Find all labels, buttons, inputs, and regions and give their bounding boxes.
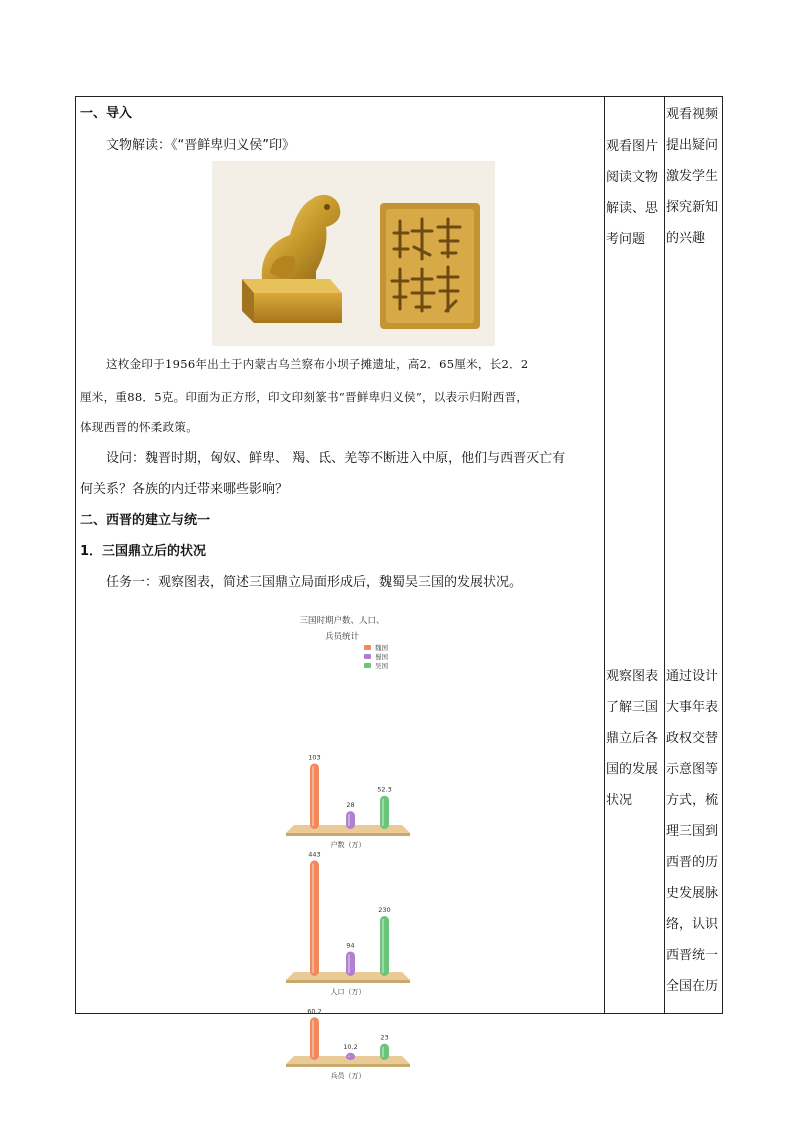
chart-bar — [380, 916, 389, 976]
chart-bar — [310, 763, 319, 829]
legend-label: 魏国 — [375, 644, 388, 652]
panel-label: 户数（万） — [330, 841, 366, 849]
three-kingdoms-chart — [280, 612, 420, 1080]
chart-bar — [346, 951, 355, 976]
chart-bar — [346, 1053, 355, 1060]
chart-bar — [380, 1044, 389, 1060]
artifact-intro: 文物解读：《“晋鲜卑归义侯”印》 — [106, 138, 295, 153]
section-heading-intro: 一、导入 — [80, 106, 133, 121]
artifact-description-line: 厘米，重88．5克。印面为正方形，印文印刻篆书“晋鲜卑归义侯”，以表示归附西晋， — [80, 390, 529, 404]
chart-bar — [310, 860, 319, 976]
chart-value-label: 10.2 — [343, 1042, 358, 1051]
chart-value-label: 103 — [308, 753, 321, 762]
legend-swatch — [364, 663, 371, 668]
chart-bar — [310, 1017, 319, 1060]
chart-value-label: 94 — [346, 941, 355, 950]
chart-title-line: 三国时期户数、人口、 — [299, 616, 385, 626]
chart-platform-edge — [286, 980, 410, 983]
chart-bar-highlight — [348, 814, 350, 826]
legend-swatch — [364, 645, 371, 650]
lesson-plan-table — [75, 96, 723, 1080]
seal-photo — [212, 161, 495, 346]
chart-bar-highlight — [382, 1047, 384, 1057]
design-intent-2: 通过设计大事年表政权交替示意图等方式，梳理三国到西晋的历史发展脉络，认识西晋统一全国在历 — [666, 669, 719, 994]
chart-bar-highlight — [312, 1020, 314, 1057]
gold-seal-image — [212, 161, 495, 346]
chart-bar-highlight — [348, 954, 350, 973]
chart-title-line: 兵员统计 — [324, 632, 360, 642]
chart-bar-highlight — [348, 1056, 350, 1057]
chart-value-label: 23 — [380, 1033, 389, 1042]
panel-label: 兵员（万） — [330, 1072, 366, 1080]
panel-label: 人口（万） — [330, 988, 366, 996]
student-activity-1: 观看图片阅读文物解读、思考问题 — [606, 139, 659, 247]
chart-value-label: 443 — [308, 850, 321, 859]
design-intent-1: 观看视频提出疑问激发学生探究新知的兴趣 — [666, 107, 719, 246]
chart-bar-highlight — [382, 799, 384, 826]
legend-label: 吴国 — [375, 662, 388, 670]
chart-platform-edge — [286, 833, 410, 836]
teaching-content-column — [76, 97, 604, 1080]
column-divider — [664, 97, 665, 1013]
chart-panels — [286, 753, 410, 1080]
legend-swatch — [364, 654, 371, 659]
chart-value-label: 60.2 — [307, 1007, 322, 1016]
column-divider — [604, 97, 605, 1013]
question-line: 何关系？各族的内迁带来哪些影响？ — [80, 482, 289, 497]
chart-bar-highlight — [312, 863, 314, 973]
artifact-description-line: 这枚金印于1956年出土于内蒙古乌兰察布小坝子摊遗址，高2．65厘米，长2．2 — [106, 357, 529, 371]
chart-bar — [346, 811, 355, 829]
chart-legend — [364, 643, 389, 670]
chart-bar-highlight — [382, 919, 384, 973]
artifact-description-line: 体现西晋的怀柔政策。 — [80, 420, 198, 434]
chart-value-label: 230 — [378, 906, 391, 914]
section-heading-unification: 二、西晋的建立与统一 — [80, 513, 211, 528]
chart-bar-highlight — [312, 766, 314, 826]
chart-bar — [380, 796, 389, 829]
chart-value-label: 28 — [346, 801, 355, 810]
student-activity-2: 观察图表了解三国鼎立后各国的发展状况 — [606, 669, 659, 808]
chart-platform-edge — [286, 1064, 410, 1067]
chart-value-label: 52.3 — [377, 785, 392, 794]
task-text: 任务一：观察图表，简述三国鼎立局面形成后，魏蜀吴三国的发展状况。 — [106, 575, 523, 590]
subsection-heading: 1．三国鼎立后的状况 — [80, 544, 207, 559]
legend-label: 蜀国 — [375, 653, 388, 661]
question-line: 设问：魏晋时期，匈奴、鲜卑、 羯、氐、羌等不断进入中原，他们与西晋灭亡有 — [106, 451, 566, 466]
